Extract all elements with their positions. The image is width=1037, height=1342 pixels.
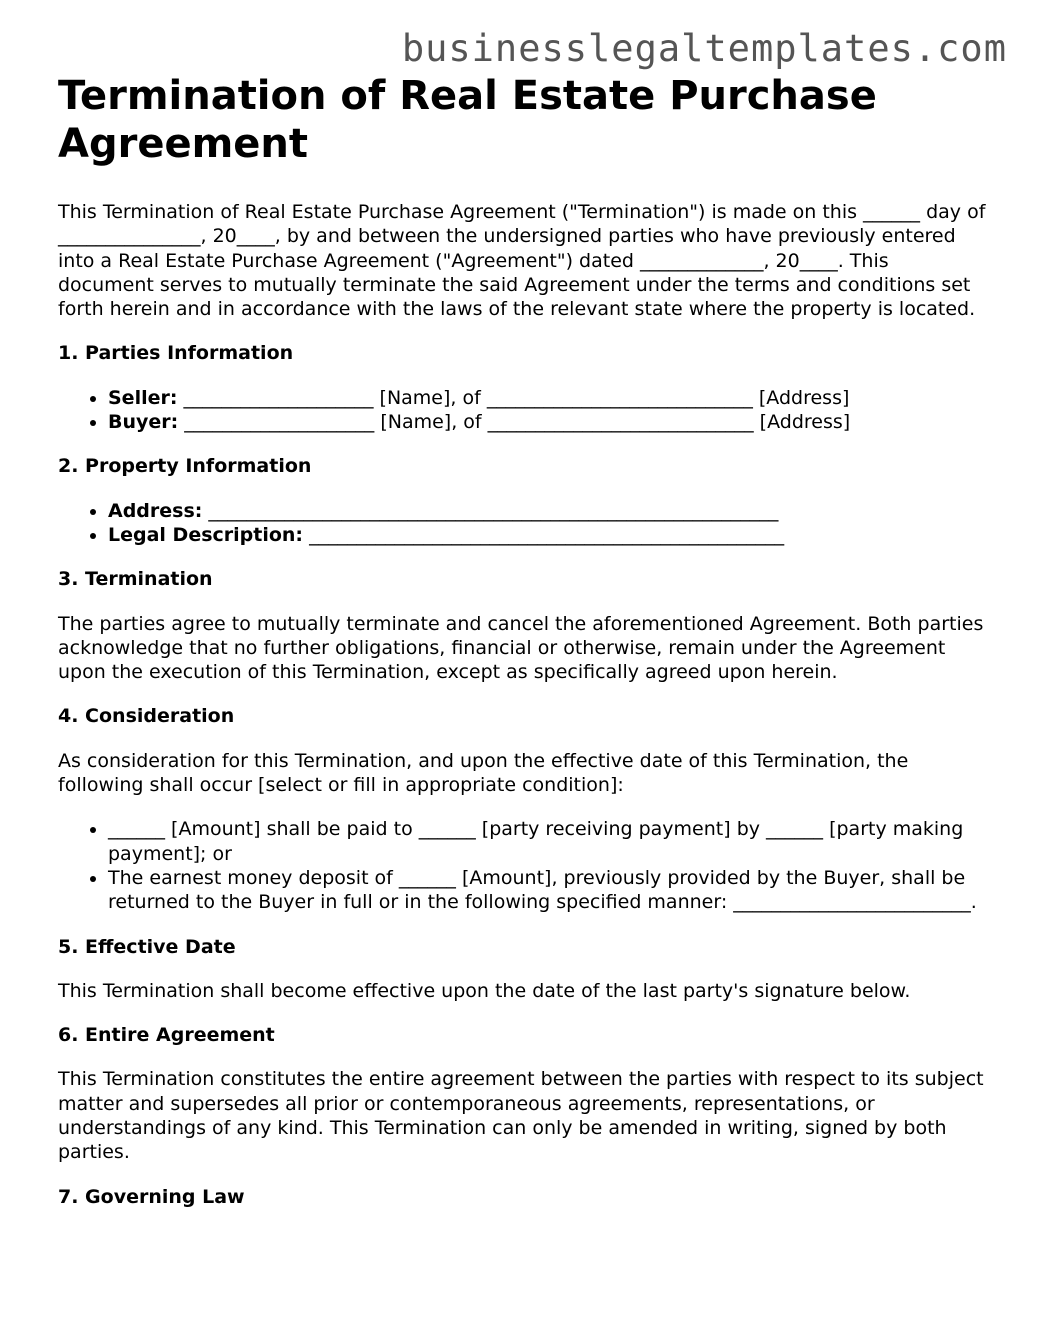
intro-paragraph: This Termination of Real Estate Purchase Agreement ("Termination") is made on this ______ day of _______________, 20____, by and between the undersigned parties who have previously entered into a Real Estate Purchase Agreement ("Agreement") dated _____________, 20____. This document serves to mutually terminate the said Agreement under the terms and conditions set forth herein and in accordance with the laws of the relevant state where the property is located. <box>58 201 986 321</box>
section-heading-effective-date: 5. Effective Date <box>58 935 236 958</box>
section-heading-consideration: 4. Consideration <box>58 705 235 728</box>
section-heading-property: 2. Property Information <box>58 455 312 478</box>
list-item-seller <box>108 386 988 410</box>
section-heading-parties: 1. Parties Information <box>58 342 294 365</box>
list-item-address <box>108 499 988 523</box>
list-item-deposit-option: • The earnest money deposit of ______ [Amount], previously provided by the Buyer, shall be returned to the Buyer in full or in the following specified manner: _________________________. <box>108 866 988 915</box>
legal-description-label: Legal Description: <box>108 523 304 546</box>
address-label: Address: <box>108 499 203 522</box>
section-heading-entire-agreement: 6. Entire Agreement <box>58 1024 275 1047</box>
seller-text: ____________________ [Name], of ____________________________ [Address] <box>177 386 850 409</box>
section-heading-termination: 3. Termination <box>58 568 213 591</box>
document-body <box>58 72 988 1229</box>
document-title: Termination of Real Estate Purchase Agreement <box>58 73 877 167</box>
entire-agreement-paragraph: This Termination constitutes the entire agreement between the parties with respect to its subject matter and supersedes all prior or contemporaneous agreements, representations, or understandings of any kind. This Termination can only be amended in writing, signed by both parties. <box>58 1068 984 1164</box>
buyer-label: Buyer: <box>108 411 179 434</box>
address-text: ____________________________________________________________ <box>202 499 779 522</box>
property-list <box>58 499 988 548</box>
list-item-legal-description <box>108 523 988 547</box>
section-heading-governing-law: 7. Governing Law <box>58 1185 245 1208</box>
effective-date-paragraph: This Termination shall become effective upon the date of the last party's signature below. <box>58 979 911 1002</box>
seller-label: Seller: <box>108 386 178 409</box>
parties-list <box>58 386 988 435</box>
consideration-paragraph: As consideration for this Termination, and upon the effective date of this Termination, the following shall occur [select or fill in appropriate condition]: <box>58 749 909 797</box>
list-item-payment-option: • ______ [Amount] shall be paid to ______ [party receiving payment] by ______ [party making payment]; or <box>108 817 988 866</box>
termination-paragraph: The parties agree to mutually terminate and cancel the aforementioned Agreement. Both parties acknowledge that no further obligations, financial or otherwise, remain under the Agreement upon the execution of this Termination, except as specifically agreed upon herein. <box>58 612 984 684</box>
consideration-list <box>58 817 988 914</box>
watermark: businesslegaltemplates.com <box>401 27 1007 70</box>
legal-description-text: __________________________________________________ <box>303 523 785 546</box>
buyer-text: ____________________ [Name], of ____________________________ [Address] <box>178 411 851 434</box>
list-item-buyer <box>108 410 988 434</box>
